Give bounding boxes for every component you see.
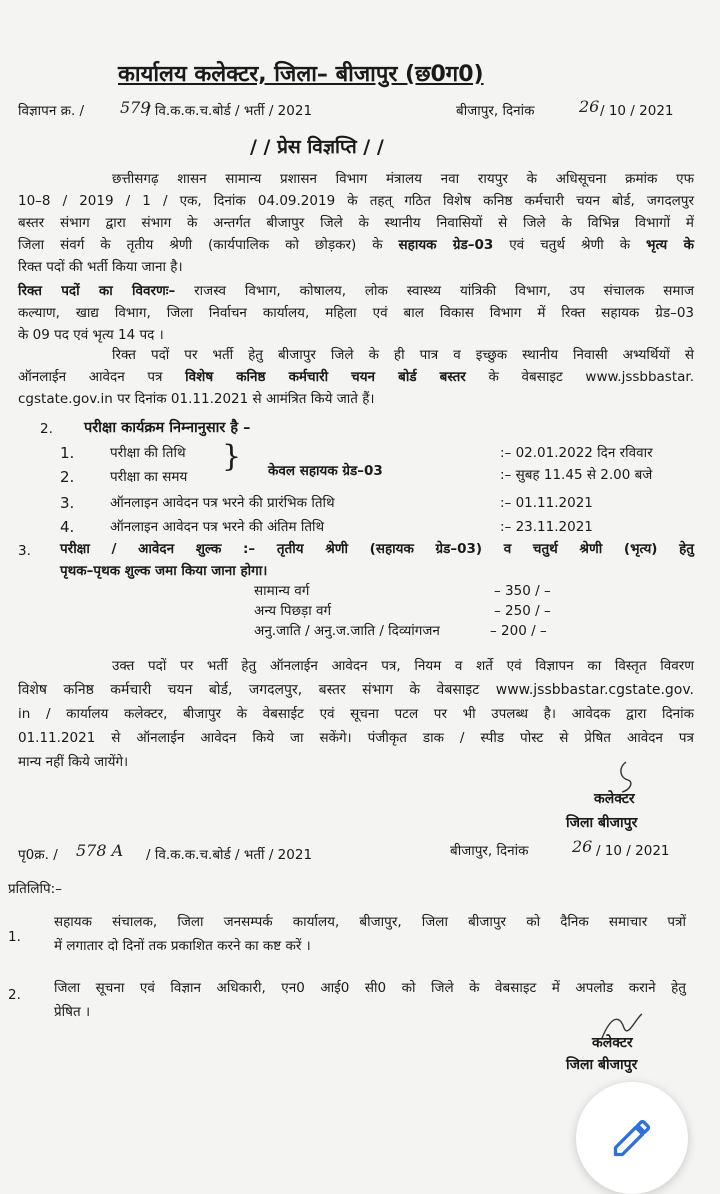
- details-line: मान्य नहीं किये जायेंगे।: [18, 754, 129, 770]
- endorsement-date-suffix: / 10 / 2021: [596, 843, 670, 859]
- ad-number-suffix: / वि.क.क.च.बोर्ड / भर्ती / 2021: [146, 103, 313, 119]
- details-line: in / कार्यालय कलेक्टर, बीजापुर के वेबसाईट एवं सूचना पटल पर भी उपलब्ध है। आवेदक द्वारा दिनांक: [18, 706, 694, 722]
- copy-item-line: सहायक संचालक, जिला जनसम्पर्क कार्यालय, बीजापुर, जिला बीजापुर को दैनिक समाचार पत्रों: [54, 914, 686, 930]
- schedule-number: 2.: [40, 421, 53, 437]
- apply-line: [18, 366, 694, 388]
- copy-item-number: 2.: [8, 987, 21, 1003]
- schedule-item-value: :– सुबह 11.45 से 2.00 बजे: [500, 467, 653, 483]
- edit-fab-button[interactable]: [576, 1082, 688, 1194]
- signatory-district: जिला बीजापुर: [566, 1057, 638, 1073]
- endorsement-suffix: / वि.क.क.च.बोर्ड / भर्ती / 2021: [146, 847, 313, 863]
- apply-text: ऑनलाईन आवेदन पत्र: [18, 369, 186, 385]
- vacancy-paragraph: [18, 280, 694, 346]
- fee-amount: – 250 / –: [494, 603, 551, 619]
- fee-amount: – 350 / –: [494, 583, 551, 599]
- intro-paragraph: [18, 168, 694, 278]
- fees-line: परीक्षा / आवेदन शुल्क :– तृतीय श्रेणी (सहायक ग्रेड–03) व चतुर्थ श्रेणी (भृत्य) हेतु: [60, 541, 694, 557]
- schedule-item-number: 1.: [60, 444, 75, 462]
- copy-label: प्रतिलिपि:–: [8, 881, 62, 897]
- schedule-item-number: 3.: [60, 494, 75, 512]
- endorsement-number-handwritten: 578 A: [76, 841, 124, 860]
- apply-line: रिक्त पदों पर भर्ती हेतु बीजापुर जिले के ही पात्र व इच्छुक स्थानीय निवासी अभ्यर्थियों से: [112, 347, 694, 363]
- apply-bold-board: विशेष कनिष्ठ कर्मचारी चयन बोर्ड बस्तर: [185, 369, 466, 385]
- endorsement-date-handwritten: 26: [572, 837, 593, 856]
- copy-item-line: में लगातार दो दिनों तक प्रकाशित करने का कष्ट करें ।: [54, 938, 311, 954]
- apply-line: cgstate.gov.in पर दिनांक 01.11.2021 से आमंत्रित किये जाते हैं।: [18, 391, 375, 407]
- copy-item: [54, 976, 686, 1024]
- fee-amount: – 200 / –: [490, 623, 547, 639]
- fees-number: 3.: [18, 543, 31, 559]
- endorsement-prefix: पृ0क्र. /: [18, 847, 58, 863]
- vacancy-line: के 09 पद एवं भृत्य 14 पद ।: [18, 327, 164, 343]
- ad-number-prefix: विज्ञापन क्र. /: [18, 103, 85, 119]
- fees-line: पृथक–पृथक शुल्क जमा किया जाना होगा।: [60, 563, 268, 579]
- office-title: कार्यालय कलेक्टर, जिला– बीजापुर (छ0ग0): [118, 62, 484, 87]
- intro-line: [18, 234, 694, 256]
- details-line: उक्त पदों पर भर्ती हेतु ऑनलाईन आवेदन पत्र, नियम व शर्ते एवं विज्ञापन का विस्तृत विवरण: [112, 658, 694, 674]
- apply-paragraph: [18, 344, 694, 410]
- pencil-icon: [610, 1116, 654, 1160]
- signatory-district: जिला बीजापुर: [566, 815, 638, 831]
- schedule-item-label: परीक्षा का समय: [110, 469, 188, 485]
- signatory-title: कलेक्टर: [594, 791, 635, 807]
- intro-line: छत्तीसगढ़ शासन सामान्य प्रशासन विभाग मंत्रालय नवा रायपुर के अधिसूचना क्रमांक एफ: [112, 171, 694, 187]
- fee-category: अन्य पिछड़ा वर्ग: [254, 603, 332, 619]
- details-paragraph: [18, 654, 694, 774]
- schedule-item-number: 2.: [60, 468, 75, 486]
- copy-item: [54, 910, 686, 958]
- details-line: 01.11.2021 से ऑनलाईन आवेदन किये जा सकेंगे। पंजीकृत डाक / स्पीड पोस्ट से प्रेषित आवेदन पत्र: [18, 730, 694, 746]
- intro-line: बस्तर संभाग द्वारा संभाग के अन्तर्गत बीजापुर जिले के स्थानीय निवासियों से जिले के विभिन्न विभागों में: [18, 215, 694, 231]
- schedule-heading: परीक्षा कार्यक्रम निम्नानुसार है –: [84, 420, 251, 436]
- schedule-item-value: :– 02.01.2022 दिन रविवार: [500, 445, 653, 461]
- ad-number-handwritten: 579: [120, 98, 151, 117]
- copy-item-number: 1.: [8, 929, 21, 945]
- fee-category: सामान्य वर्ग: [254, 583, 310, 599]
- intro-line: रिक्त पदों की भर्ती किया जाना है।: [18, 259, 183, 275]
- vacancy-line: [18, 280, 694, 302]
- intro-bold-peon: भृत्य के: [646, 237, 694, 253]
- copy-item-line: जिला सूचना एवं विज्ञान अधिकारी, एन0 आई0 सी0 को जिले के वेबसाइट में अपलोड कराने हेतु: [54, 980, 686, 996]
- fees-paragraph: [60, 538, 694, 582]
- apply-text: के वेबसाइट www.jssbbastar.: [465, 369, 695, 385]
- schedule-item-value: :– 23.11.2021: [500, 519, 593, 535]
- ad-date-suffix: / 10 / 2021: [600, 103, 674, 119]
- schedule-item-value: :– 01.11.2021: [500, 495, 593, 511]
- vacancy-line: कल्याण, खाद्य विभाग, जिला निर्वाचन कार्यालय, महिला एवं बाल विकास विभाग में रिक्त सहायक ग्रेड–03: [18, 305, 694, 321]
- ad-place-date: बीजापुर, दिनांक: [456, 103, 535, 119]
- ad-date-handwritten: 26: [579, 97, 600, 116]
- intro-text: एवं चतुर्थ श्रेणी के: [493, 237, 647, 253]
- copy-item-line: प्रेषित ।: [54, 1004, 91, 1020]
- schedule-item-label: ऑनलाइन आवेदन पत्र भरने की प्रारंभिक तिथि: [110, 495, 335, 511]
- vacancy-text: राजस्व विभाग, कोषालय, लोक स्वास्थ्य यांत्रिकी विभाग, उप संचालक समाज: [175, 283, 694, 299]
- endorsement-place-date: बीजापुर, दिनांक: [450, 843, 529, 859]
- schedule-item-number: 4.: [60, 518, 75, 536]
- intro-bold-grade: सहायक ग्रेड–03: [398, 237, 494, 253]
- press-release-title: / / प्रेस विज्ञप्ति / /: [250, 136, 384, 158]
- intro-text: जिला संवर्ग के तृतीय श्रेणी (कार्यपालिक को छोड़कर) के: [18, 237, 399, 253]
- schedule-item-label: परीक्षा की तिथि: [110, 445, 186, 461]
- intro-line: 10–8 / 2019 / 1 / एक, दिनांक 04.09.2019 के तहत् गठित विशेष कनिष्ठ कर्मचारी चयन बोर्ड, जगदलपुर: [18, 193, 694, 209]
- details-line: विशेष कनिष्ठ कर्मचारी चयन बोर्ड, जगदलपुर, बस्तर संभाग के वेबसाइट www.jssbbastar.cgstate.gov.: [18, 682, 694, 698]
- brace-symbol: }: [222, 439, 242, 474]
- fee-category: अनु.जाति / अनु.ज.जाति / दिव्यांगजन: [254, 623, 440, 639]
- schedule-item-label: ऑनलाइन आवेदन पत्र भरने की अंतिम तिथि: [110, 519, 325, 535]
- grade-note: केवल सहायक ग्रेड–03: [268, 463, 383, 479]
- vacancy-label: रिक्त पदों का विवरणः–: [18, 283, 176, 299]
- signatory-title: कलेक्टर: [592, 1035, 633, 1051]
